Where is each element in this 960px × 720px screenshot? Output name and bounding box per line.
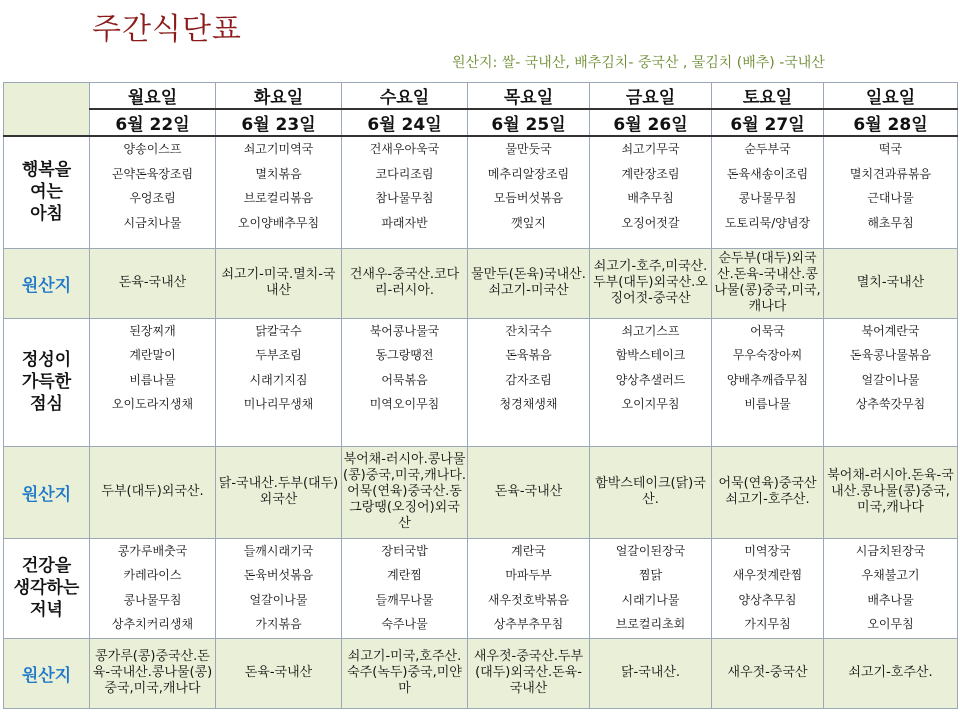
- menu-item: 카레라이스: [123, 568, 182, 582]
- date-header: 6월 25일: [468, 109, 590, 136]
- day-header: 목요일: [468, 83, 590, 110]
- menu-cell: [712, 538, 824, 638]
- menu-item: 콩나물무침: [123, 592, 182, 607]
- menu-item: 얼갈이된장국: [615, 543, 686, 558]
- menu-item: 숙주나물: [381, 617, 428, 631]
- menu-item: 미역장국: [744, 543, 791, 558]
- menu-item: 순두부국: [744, 142, 791, 156]
- date-header: 6월 22일: [90, 109, 216, 136]
- menu-item: 새우젓호박볶음: [487, 592, 570, 607]
- origin-label: 원산지: [4, 248, 90, 318]
- menu-item: 돈육볶음: [505, 348, 552, 362]
- menu-item: 쇠고기무국: [621, 142, 680, 156]
- menu-item: 시금치나물: [123, 215, 182, 230]
- menu-item: 잔치국수: [505, 323, 552, 338]
- menu-item: 가지무침: [744, 617, 791, 631]
- menu-item: 시금치된장국: [855, 543, 926, 558]
- menu-item: 오이양배추무침: [237, 215, 320, 230]
- day-header: 수요일: [342, 83, 468, 110]
- menu-item: 새우젓계란찜: [732, 568, 803, 582]
- menu-item: 상추쑥갓무침: [855, 397, 926, 411]
- menu-cell: [342, 538, 468, 638]
- menu-cell: [216, 538, 342, 638]
- origin-cell: 순두부(대두)외국산.돈육-국내산.콩나물(콩)중국,미국,캐나다: [712, 248, 824, 318]
- menu-item: 얼갈이나물: [861, 372, 920, 387]
- menu-cell: [824, 318, 958, 446]
- menu-item: 코다리조림: [375, 166, 434, 181]
- day-header: 일요일: [824, 83, 958, 110]
- menu-item: 오징어젓갈: [621, 215, 680, 230]
- meal-label: 행복을 여는 아침: [4, 136, 90, 248]
- origin-cell: 멸치-국내산: [824, 248, 958, 318]
- corner-cell: [4, 83, 90, 137]
- origin-label: 원산지: [4, 638, 90, 708]
- menu-item: 무우숙장아찌: [732, 348, 803, 362]
- menu-item: 물만둣국: [505, 142, 552, 156]
- menu-cell: [824, 538, 958, 638]
- menu-item: 함박스테이크: [615, 348, 686, 362]
- page-title: 주간식단표: [92, 12, 242, 47]
- origin-cell: 닭-국내산.두부(대두)외국산: [216, 446, 342, 538]
- date-header: 6월 26일: [590, 109, 712, 136]
- origin-cell: 어묵(연육)중국산쇠고기-호주산.: [712, 446, 824, 538]
- menu-item: 쇠고기스프: [621, 323, 680, 338]
- menu-item: 멸치견과류볶음: [849, 166, 932, 181]
- date-header: 6월 23일: [216, 109, 342, 136]
- menu-item: 상추부추무침: [493, 617, 564, 631]
- origin-cell: 돈육-국내산: [90, 248, 216, 318]
- menu-item: 북어계란국: [861, 323, 920, 338]
- menu-item: 오이도라지생채: [111, 397, 194, 411]
- origin-cell: 쇠고기-호주산.: [824, 638, 958, 708]
- menu-cell: [342, 318, 468, 446]
- menu-item: 떡국: [878, 142, 903, 156]
- origin-cell: 쇠고기-미국.멸치-국내산: [216, 248, 342, 318]
- day-header: 월요일: [90, 83, 216, 110]
- day-header: 화요일: [216, 83, 342, 110]
- origin-cell: 북어채-러시아.콩나물(콩)중국,미국,캐나다.어묵(연육)중국산.동그랑땡(오징어)외국산: [342, 446, 468, 538]
- origin-cell: 콩가루(콩)중국산.돈육-국내산.콩나물(콩)중국,미국,캐나다: [90, 638, 216, 708]
- menu-item: 깻잎지: [511, 215, 546, 230]
- meal-label: 정성이 가득한 점심: [4, 318, 90, 446]
- menu-cell: [216, 136, 342, 248]
- menu-item: 양상추무침: [738, 592, 797, 607]
- day-header: 토요일: [712, 83, 824, 110]
- menu-cell: [712, 136, 824, 248]
- menu-item: 된장찌개: [129, 323, 176, 338]
- menu-cell: [468, 538, 590, 638]
- origin-cell: 돈육-국내산: [216, 638, 342, 708]
- menu-cell: [90, 136, 216, 248]
- menu-item: 콩가루배춧국: [117, 543, 188, 558]
- origin-cell: 쇠고기-미국,호주산.숙주(녹두)중국,미얀마: [342, 638, 468, 708]
- menu-item: 감자조림: [505, 372, 552, 387]
- menu-item: 계란장조림: [621, 166, 680, 181]
- menu-item: 들깨무나물: [375, 592, 434, 607]
- menu-row: [4, 318, 958, 446]
- menu-cell: [712, 318, 824, 446]
- menu-row: [4, 538, 958, 638]
- weekly-menu-table: [3, 82, 958, 709]
- origin-cell: 쇠고기-호주,미국산.두부(대두)외국산.오징어젓-중국산: [590, 248, 712, 318]
- menu-cell: [590, 136, 712, 248]
- origin-row: [4, 638, 958, 708]
- menu-item: 파래자반: [381, 215, 428, 230]
- origin-cell: 물만두(돈육)국내산.쇠고기-미국산: [468, 248, 590, 318]
- menu-item: 마파두부: [505, 568, 552, 582]
- day-header: 금요일: [590, 83, 712, 110]
- menu-item: 양상추샐러드: [615, 372, 686, 387]
- date-header: 6월 28일: [824, 109, 958, 136]
- menu-item: 상추치커리생채: [111, 617, 194, 631]
- menu-item: 계란찜: [387, 568, 422, 582]
- origin-label: 원산지: [4, 446, 90, 538]
- meal-label: 건강을 생각하는 저녁: [4, 538, 90, 638]
- menu-item: 멸치볶음: [255, 166, 302, 181]
- menu-item: 배추무침: [627, 191, 674, 205]
- menu-item: 모듬버섯볶음: [493, 191, 564, 205]
- menu-item: 얼갈이나물: [249, 592, 308, 607]
- origin-cell: 닭-국내산.: [590, 638, 712, 708]
- menu-item: 계란말이: [129, 348, 176, 362]
- menu-item: 도토리묵/양념장: [724, 215, 811, 230]
- menu-item: 건새우아욱국: [369, 142, 440, 156]
- date-header-row: [4, 109, 958, 136]
- menu-cell: [342, 136, 468, 248]
- date-header: 6월 24일: [342, 109, 468, 136]
- menu-cell: [90, 538, 216, 638]
- origin-cell: 두부(대두)외국산.: [90, 446, 216, 538]
- menu-item: 계란국: [511, 543, 546, 558]
- menu-item: 동그랑땡전: [375, 348, 434, 362]
- menu-item: 돈육콩나물볶음: [849, 348, 932, 362]
- menu-item: 양배추깨즙무침: [726, 372, 809, 387]
- menu-item: 어묵볶음: [381, 372, 428, 387]
- menu-item: 시래기나물: [621, 592, 680, 607]
- menu-item: 가지볶음: [255, 617, 302, 631]
- menu-item: 우채불고기: [861, 568, 920, 582]
- origin-note: 원산지: 쌀- 국내산, 배추김치- 중국산 , 물김치 (배추) -국내산: [452, 55, 825, 71]
- origin-row: [4, 248, 958, 318]
- menu-cell: [590, 318, 712, 446]
- menu-item: 우엉조림: [129, 191, 176, 205]
- origin-row: [4, 446, 958, 538]
- menu-cell: [468, 136, 590, 248]
- menu-item: 미나리무생채: [243, 397, 314, 411]
- menu-cell: [468, 318, 590, 446]
- menu-item: 오이지무침: [621, 397, 680, 411]
- menu-cell: [590, 538, 712, 638]
- menu-item: 근대나물: [867, 191, 914, 205]
- menu-item: 쇠고기미역국: [243, 142, 314, 156]
- menu-item: 장터국밥: [381, 543, 428, 558]
- menu-item: 비름나물: [744, 397, 791, 411]
- menu-item: 돈육버섯볶음: [243, 568, 314, 582]
- menu-item: 두부조림: [255, 348, 302, 362]
- menu-item: 비름나물: [129, 372, 176, 387]
- menu-cell: [90, 318, 216, 446]
- menu-item: 브로컬리볶음: [243, 191, 314, 205]
- menu-item: 콩나물무침: [738, 191, 797, 205]
- menu-item: 참나물무침: [375, 191, 434, 205]
- menu-item: 배추나물: [867, 592, 914, 607]
- menu-item: 어묵국: [750, 323, 785, 338]
- origin-cell: 건새우-중국산.코다리-러시아.: [342, 248, 468, 318]
- menu-item: 북어콩나물국: [369, 323, 440, 338]
- menu-cell: [216, 318, 342, 446]
- menu-item: 시래기지짐: [249, 372, 308, 387]
- origin-cell: 돈육-국내산: [468, 446, 590, 538]
- menu-item: 닭칼국수: [255, 323, 302, 338]
- day-header-row: [4, 83, 958, 110]
- menu-item: 찜닭: [638, 568, 663, 582]
- menu-item: 양송이스프: [123, 142, 182, 156]
- menu-item: 돈육새송이조림: [726, 166, 809, 181]
- origin-cell: 새우젓-중국산: [712, 638, 824, 708]
- menu-row: [4, 136, 958, 248]
- menu-item: 미역오이무침: [369, 397, 440, 411]
- menu-item: 해초무침: [867, 215, 914, 230]
- menu-item: 메추리알장조림: [487, 166, 570, 181]
- origin-cell: 함박스테이크(닭)국산.: [590, 446, 712, 538]
- menu-item: 청경채생채: [499, 397, 558, 411]
- menu-cell: [824, 136, 958, 248]
- origin-cell: 북어채-러시아.돈육-국내산.콩나물(콩)중국,미국,캐나다: [824, 446, 958, 538]
- menu-item: 브로컬리초회: [615, 617, 686, 631]
- menu-item: 들깨시래기국: [243, 543, 314, 558]
- date-header: 6월 27일: [712, 109, 824, 136]
- menu-item: 곤약돈육장조림: [111, 166, 194, 181]
- origin-cell: 새우젓-중국산.두부(대두)외국산.돈육-국내산: [468, 638, 590, 708]
- menu-item: 오이무침: [867, 617, 914, 631]
